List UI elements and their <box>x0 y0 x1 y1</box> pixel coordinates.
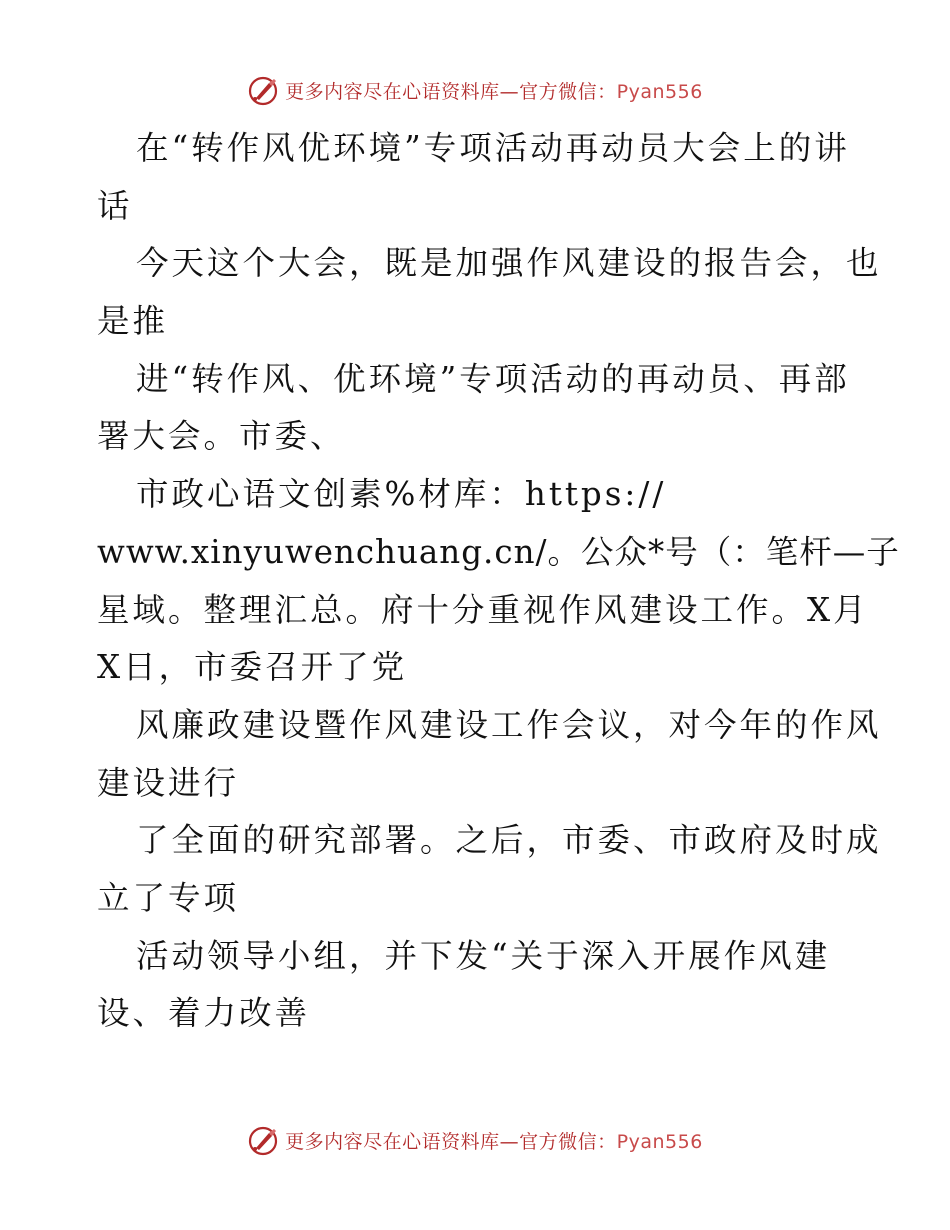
body-line: 了全面的研究部署。之后，市委、市政府及时成 <box>136 821 882 860</box>
header-wechat-id: Pyan556 <box>616 80 703 103</box>
body-line: 进“转作风、优环境”专项活动的再动员、再部 <box>136 359 850 398</box>
footer-wechat-id: Pyan556 <box>616 1130 703 1153</box>
body-line: 活动领导小组，并下发“关于深入开展作风建 <box>136 936 831 975</box>
header-banner-text <box>285 77 703 104</box>
body-line: 风廉政建设暨作风建设工作会议，对今年的作风 <box>136 705 882 744</box>
quill-pen-logo-icon <box>247 74 279 106</box>
title-line-1: 在“转作风优环境”专项活动再动员大会上的讲 <box>136 129 850 167</box>
quill-pen-logo-icon <box>247 1124 279 1156</box>
footer-banner-text <box>285 1127 703 1154</box>
footer-banner-label: 更多内容尽在心语资料库—官方微信： <box>285 1130 617 1153</box>
title-line-2: 话 <box>97 186 133 225</box>
body-line: 设、着力改善 <box>97 994 311 1033</box>
body-line: X日，市委召开了党 <box>97 648 408 687</box>
body-line-url: www.xinyuwenchuang.cn/。公众*号（：笔杆—子 <box>97 532 900 571</box>
body-line: 立了专项 <box>97 878 240 917</box>
header-banner-label: 更多内容尽在心语资料库—官方微信： <box>285 80 617 103</box>
footer-banner <box>0 1120 950 1160</box>
body-line: 市政心语文创素%材库：https:// <box>136 475 667 514</box>
body-line: 是推 <box>97 302 169 341</box>
header-banner <box>0 70 950 110</box>
body-line: 今天这个大会，既是加强作风建设的报告会，也 <box>136 244 882 283</box>
document-body <box>97 120 900 1043</box>
body-line: 星域。整理汇总。府十分重视作风建设工作。X月 <box>97 590 869 629</box>
body-line: 建设进行 <box>97 763 240 802</box>
body-line: 署大会。市委、 <box>97 417 346 456</box>
